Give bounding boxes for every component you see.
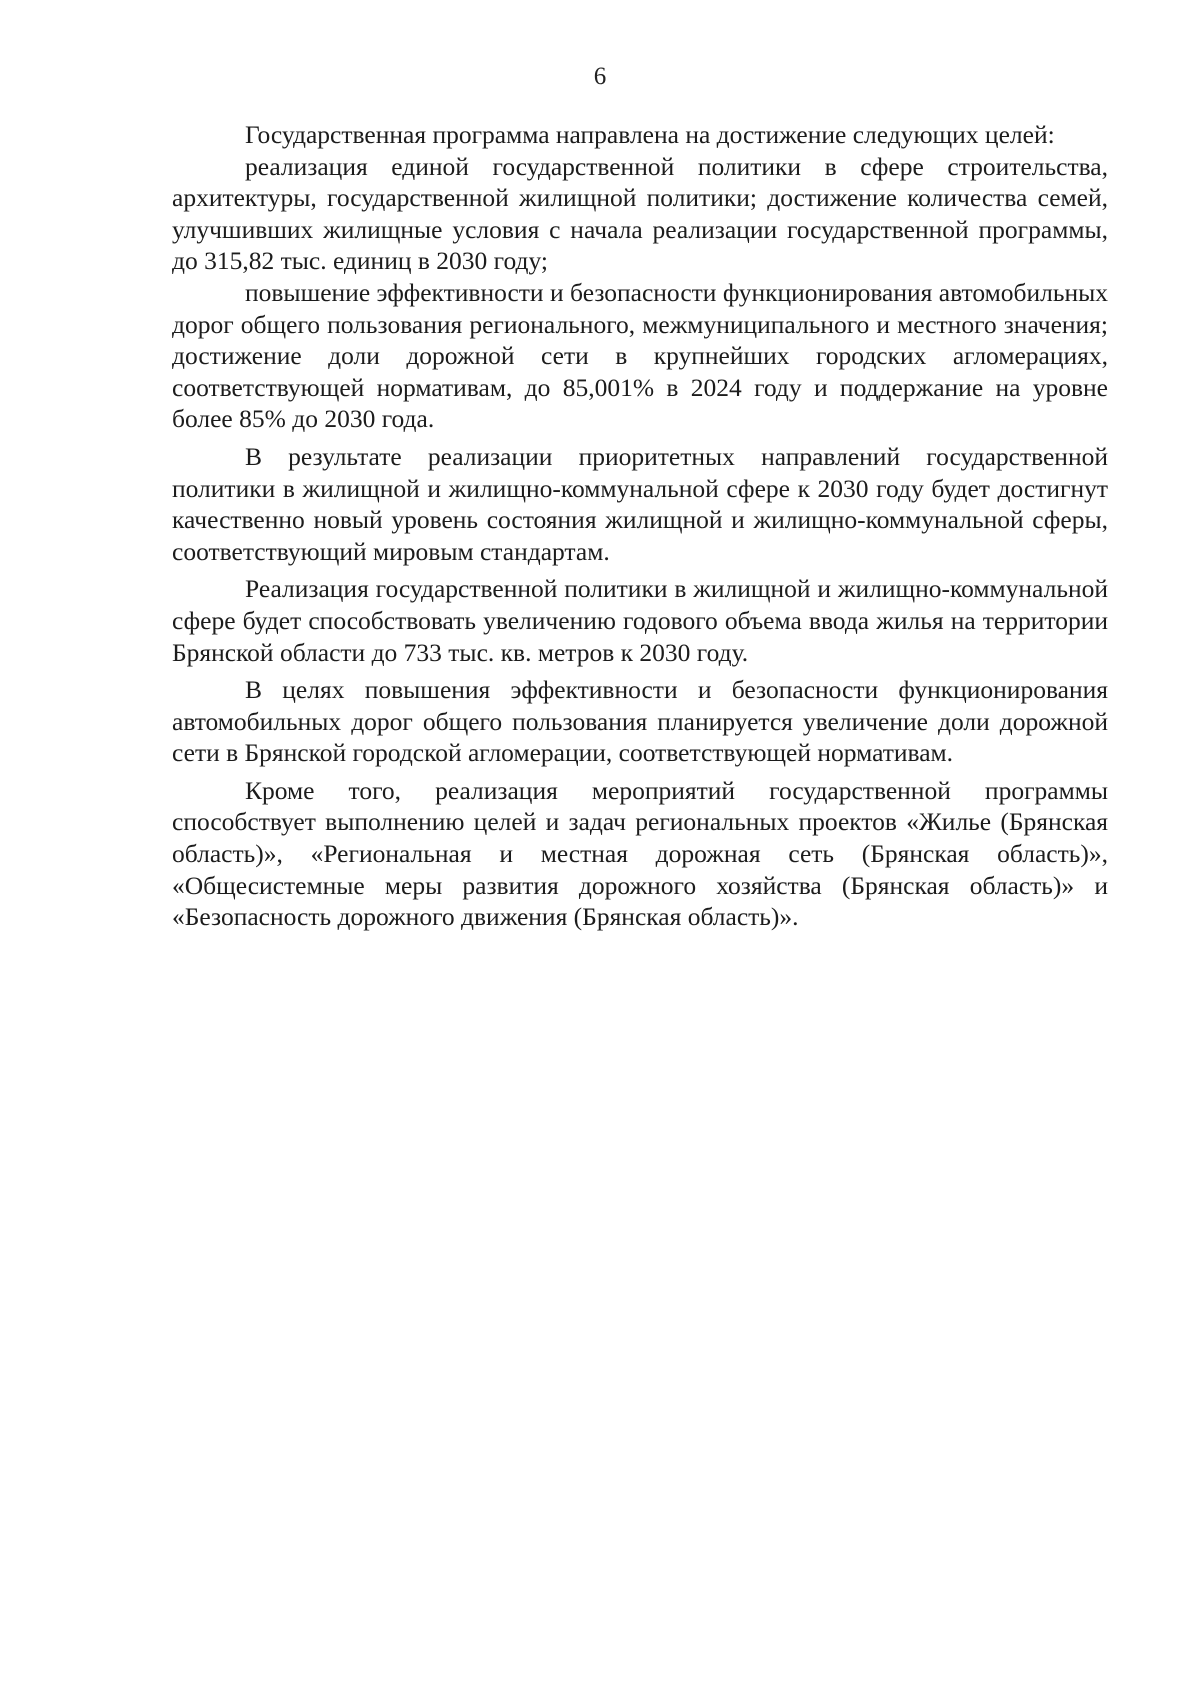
paragraph-program-goals-intro: Государственная программа направлена на достижение следующих целей: [245, 120, 1055, 149]
paragraph-road-network-share: В целях повышения эффективности и безопасности функционирования автомобильных дорог общего пользования планируется увеличение доли дорожной сети в Брянской городской агломерации, соответствующей нормативам. [172, 675, 1108, 768]
paragraph-expected-result: В результате реализации приоритетных направлений государственной политики в жилищной и жилищно-коммунальной сфере к 2030 году будет достигнут качественно новый уровень состояния жилищной и жилищно-коммунальной сферы, соответствующий мировым стандартам. [172, 441, 1108, 566]
paragraph-housing-volume: Реализация государственной политики в жилищной и жилищно-коммунальной сфере будет способствовать увеличению годового объема ввода жилья на территории Брянской области до 733 тыс. кв. метров к 2030 году. [172, 574, 1108, 667]
paragraph-goal-housing-policy: реализация единой государственной политики в сфере строительства, архитектуры, государственной жилищной политики; достижение количества семей, улучшивших жилищные условия с начала реализации государственной программы, до 315,82 тыс. единиц в 2030 году; [172, 151, 1108, 276]
page-number: 6 [593, 63, 607, 90]
paragraph-goal-road-safety: повышение эффективности и безопасности функционирования автомобильных дорог общего пользования регионального, межмуниципального и местного значения; достижение доли дорожной сети в крупнейших городских агломерациях, соответствующей нормативам, до 85,001% в 2024 году и поддержание на уровне более 85% до 2030 года. [172, 277, 1108, 434]
paragraph-regional-projects: Кроме того, реализация мероприятий государственной программы способствует выполнению целей и задач региональных проектов «Жилье (Брянская область)», «Региональная и местная дорожная сеть (Брянская область)», «Общесистемные меры развития дорожного хозяйства (Брянская область)» и «Безопасность дорожного движения (Брянская область)». [172, 775, 1108, 932]
document-body [172, 119, 1108, 933]
